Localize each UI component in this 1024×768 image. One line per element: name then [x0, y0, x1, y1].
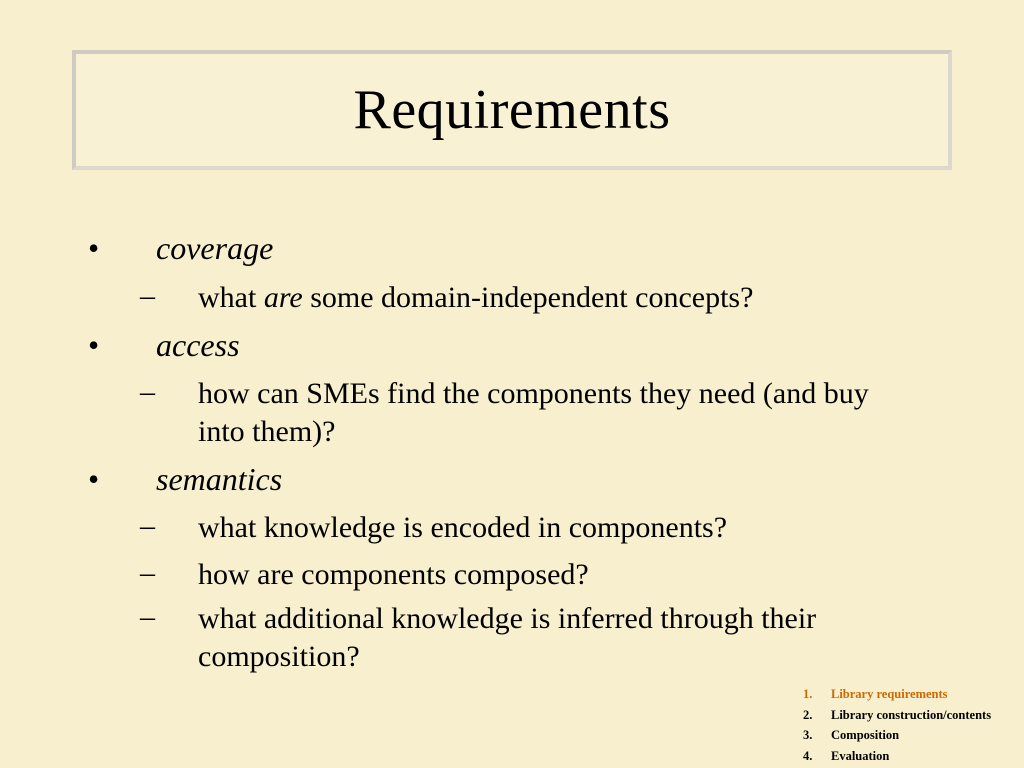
toc-item-label: Library requirements — [831, 687, 948, 701]
section-toc — [803, 684, 1021, 766]
sub-bullet-marker: – — [140, 556, 155, 589]
sub-bullet-text: how are components composed? — [198, 558, 589, 591]
sub-bullet-text: what additional knowledge is inferred through their composition? — [198, 602, 817, 673]
sub-bullet-text: how can SMEs find the components they need (and buy into them)? — [198, 377, 869, 448]
toc-item-label: Composition — [831, 728, 900, 742]
sub-bullet-marker: – — [140, 509, 155, 542]
toc-item-composition[interactable]: 3. Composition — [803, 725, 1021, 746]
emphasis-are: are — [263, 281, 303, 314]
sub-bullet-text: what are some domain-independent concepts? — [198, 281, 754, 314]
toc-item-library-construction[interactable]: 2. Library construction/contents — [803, 705, 1021, 726]
title-box — [72, 50, 952, 170]
sub-bullet-marker: – — [140, 600, 155, 633]
sub-bullet-text: what knowledge is encoded in components? — [198, 511, 728, 544]
toc-item-label: Library construction/contents — [831, 707, 992, 722]
slide-title: Requirements — [353, 79, 671, 141]
bullet-text: access — [156, 327, 240, 363]
bullet-text: coverage — [156, 230, 274, 266]
bullet-marker: • — [88, 230, 100, 266]
toc-item-label: Evaluation — [831, 748, 890, 763]
toc-item-library-requirements[interactable]: 1. Library requirements — [803, 684, 1021, 705]
sub-bullet-marker: – — [140, 375, 155, 408]
toc-item-evaluation[interactable]: 4. Evaluation — [803, 746, 1021, 767]
bullet-marker: • — [88, 327, 100, 363]
bullet-marker: • — [88, 461, 100, 497]
bullet-text: semantics — [156, 461, 283, 497]
sub-bullet-marker: – — [140, 279, 155, 312]
